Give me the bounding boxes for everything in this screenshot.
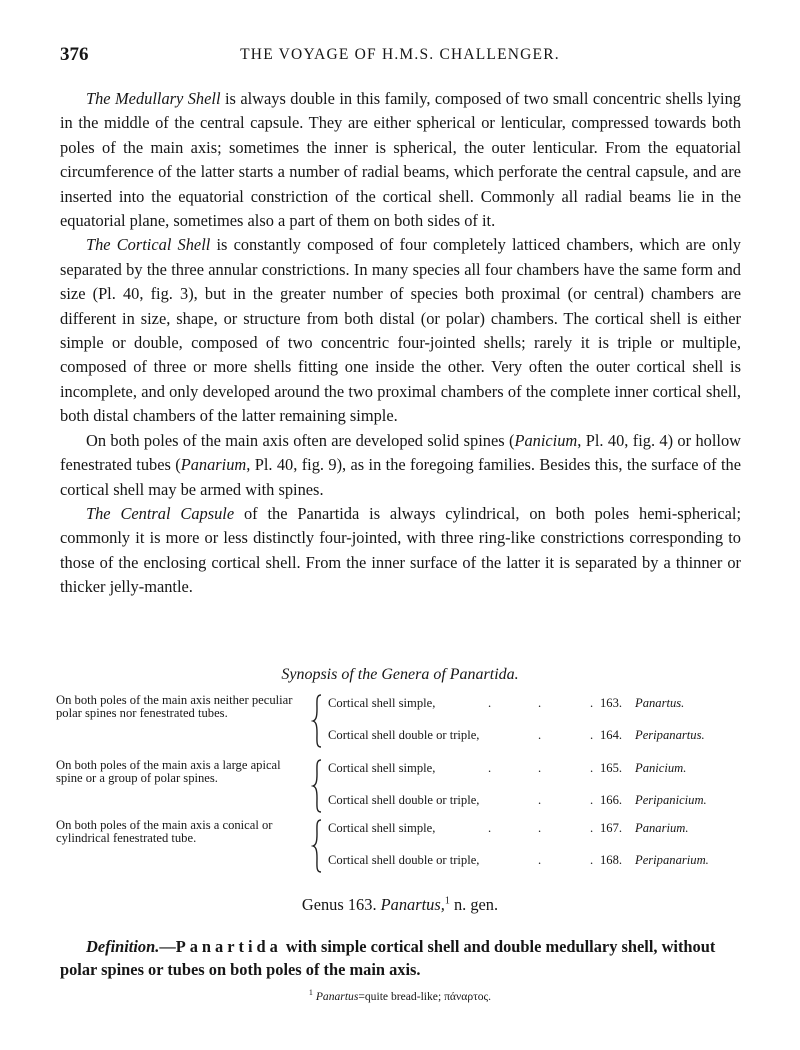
genus-number: 167.	[600, 821, 623, 835]
paragraph-medullary-shell	[60, 87, 741, 233]
definition	[60, 936, 741, 981]
synopsis-option	[328, 759, 746, 777]
term-medullary-shell: The Medullary Shell	[86, 89, 221, 108]
genus-name: Peripanicium.	[635, 793, 707, 807]
genus-name: Panartus.	[635, 696, 685, 710]
paragraph-cortical-shell	[60, 233, 741, 428]
running-title: THE VOYAGE OF H.M.S. CHALLENGER.	[240, 46, 560, 63]
option-label: Cortical shell double or triple,	[328, 793, 480, 807]
leader-dot: .	[590, 793, 594, 807]
leader-dot: .	[590, 696, 594, 710]
synopsis-option	[328, 819, 746, 837]
synopsis-group	[56, 759, 746, 821]
synopsis-group	[56, 694, 746, 756]
leader-dot: .	[590, 761, 594, 775]
genus-number: 166.	[600, 793, 623, 807]
footnote-mark: 1	[308, 988, 313, 997]
paragraph-central-capsule	[60, 502, 741, 600]
leader-dot: .	[538, 793, 542, 807]
genus-heading-prefix: Genus 163.	[301, 895, 381, 914]
paragraph-text: is constantly composed of four completely latticed chambers, which are only separated by the three annular constrictions. In many species all four chambers have the same form and size (Pl. 40, fig. 3), but in the greater number of species both proximal (or central) chambers are different in size, shape, or structure from both distal (or polar) chambers. The cortical shell is either simple or double, composed of two concentric four-jointed shells; rarely it is triple or multiple, composed of three or more shells fitting one inside the other. Very often the outer cortical shell is incomplete, and only developed around the two proximal chambers of the complete inner cortical shell, both distal chambers of the latter remaining simple.	[60, 235, 741, 426]
paragraph-text: is always double in this family, composed of two small concentric shells lying in the middle of the central capsule. They are either spherical or lenticular, compressed towards both poles of the main axis; sometimes the inner is spherical, the outer lenticular. From the equatorial circumference of the latter starts a number of radial beams, which perforate the central capsule, and are inserted into the equatorial constriction of the cortical shell. Commonly all radial beams lie in the equatorial plane, sometimes also a part of them on both sides of it.	[60, 89, 741, 231]
genus-number: 168.	[600, 853, 623, 867]
synopsis-option	[328, 694, 746, 712]
option-label: Cortical shell simple,	[328, 761, 436, 775]
leader-dot: .	[538, 821, 542, 835]
definition-dash: —	[159, 937, 176, 956]
paragraph-text: , Pl. 40, fig. 4) or hollow fenestrated tubes (	[60, 430, 741, 475]
genus-heading-suffix: n. gen.	[449, 895, 499, 914]
leader-dot: .	[538, 853, 542, 867]
genus-name: Panarium.	[635, 821, 689, 835]
leader-dot: .	[590, 853, 594, 867]
synopsis-title: Synopsis of the Genera of Panartida.	[281, 666, 519, 683]
term-cortical-shell: The Cortical Shell	[86, 235, 211, 255]
paragraph-text: of the Panartida is always cylindrical, on both poles hemi-spherical; commonly it is more or less distinctly four-jointed, with three ring-like constrictions corresponding to those of the enclosing cortical shell. From the inner surface of the latter it is separated by a thinner or thicker jelly-mantle.	[60, 503, 741, 597]
definition-label: Definition.	[86, 937, 160, 956]
footnote	[0, 988, 800, 1003]
footnote-text: =quite bread-like; πάναρτος.	[358, 989, 492, 1003]
genus-name: Peripanartus.	[635, 728, 705, 742]
genus-ref-panicium: Panicium	[514, 430, 578, 450]
paragraph-text: , Pl. 40, fig. 9), as in the foregoing families. Besides this, the surface of the cortical shell may be armed with spines.	[60, 455, 741, 499]
running-head	[60, 44, 740, 68]
genus-name: Peripanarium.	[635, 853, 709, 867]
footnote-term: Panartus	[315, 989, 359, 1003]
genus-heading-name: Panartus,	[380, 895, 445, 914]
page-number: 376	[60, 44, 89, 65]
leader-dot: .	[590, 728, 594, 742]
synopsis-option	[328, 851, 746, 869]
body-text	[60, 87, 741, 600]
definition-family-name: Panartida	[175, 937, 282, 956]
genus-heading	[0, 895, 800, 915]
option-label: Cortical shell simple,	[328, 821, 436, 835]
leader-dot: .	[538, 761, 542, 775]
leader-dot: .	[488, 696, 492, 710]
genus-name: Panicium.	[635, 761, 687, 775]
brace-icon	[311, 693, 323, 749]
leader-dot: .	[488, 821, 492, 835]
synopsis-option	[328, 726, 746, 744]
paragraph-text: On both poles of the main axis often are developed solid spines (	[86, 430, 515, 450]
option-label: Cortical shell double or triple,	[328, 853, 480, 867]
footnote-ref: 1	[444, 895, 450, 907]
synopsis-condition: On both poles of the main axis a conical or cylindrical fenestrated tube.	[56, 818, 273, 845]
genus-number: 163.	[600, 696, 623, 710]
leader-dot: .	[488, 761, 492, 775]
genus-number: 165.	[600, 761, 623, 775]
brace-icon	[311, 758, 323, 814]
leader-dot: .	[538, 696, 542, 710]
leader-dot: .	[538, 728, 542, 742]
term-central-capsule: The Central Capsule	[86, 503, 235, 523]
synopsis-group	[56, 819, 746, 881]
synopsis-option	[328, 791, 746, 809]
brace-icon	[311, 818, 323, 874]
synopsis-condition: On both poles of the main axis a large apical spine or a group of polar spines.	[56, 758, 281, 785]
definition-text: with simple cortical shell and double medullary shell, without polar spines or tubes on both poles of the main axis.	[60, 937, 716, 979]
genus-ref-panarium: Panarium	[180, 455, 247, 475]
option-label: Cortical shell double or triple,	[328, 728, 480, 742]
leader-dot: .	[590, 821, 594, 835]
option-label: Cortical shell simple,	[328, 696, 436, 710]
paragraph-polar-spines	[60, 429, 741, 502]
genus-number: 164.	[600, 728, 623, 742]
synopsis-condition: On both poles of the main axis neither peculiar polar spines nor fenestrated tubes.	[56, 693, 293, 720]
